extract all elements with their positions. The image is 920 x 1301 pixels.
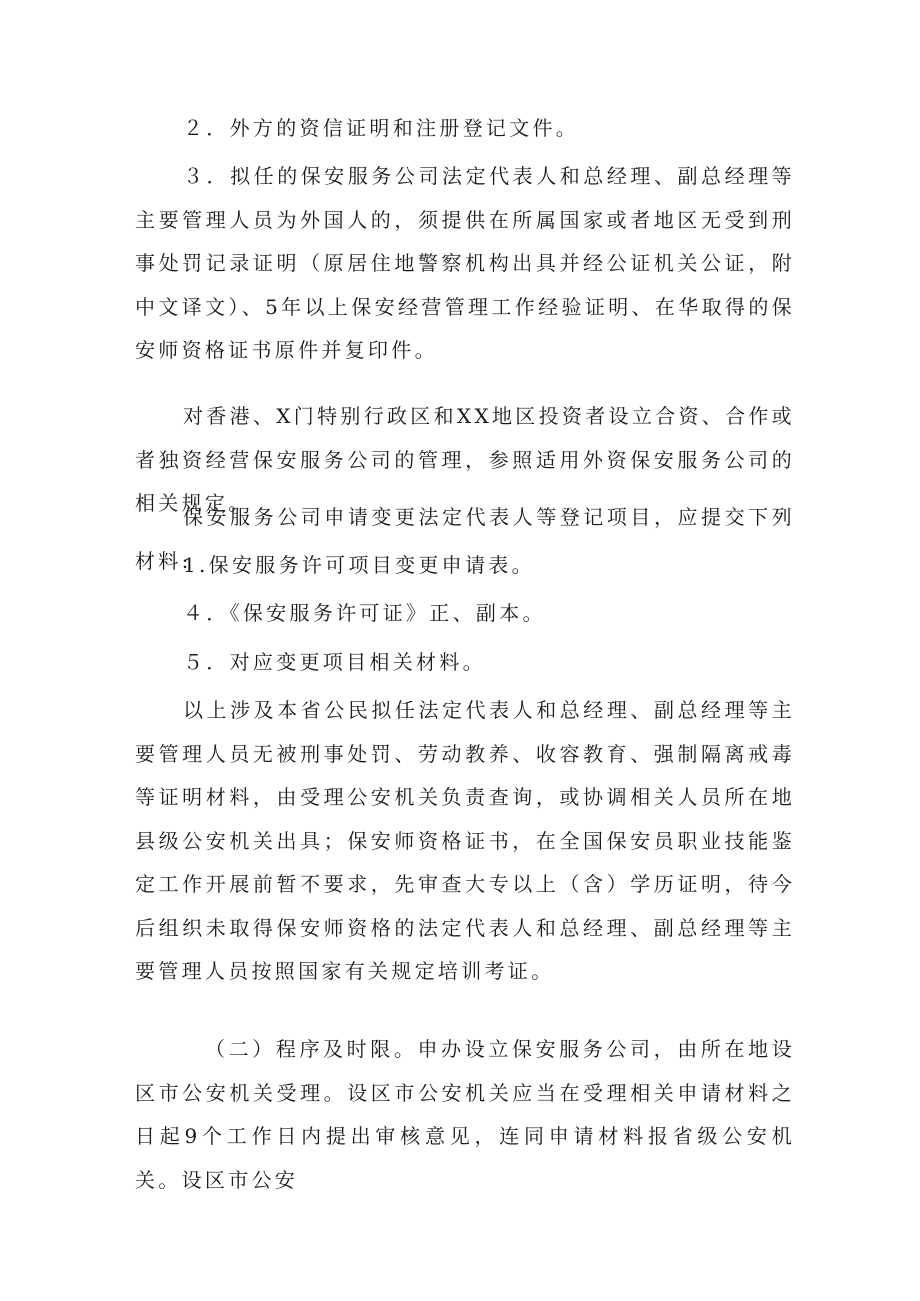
paragraph-procedure: （二）程序及时限。申办设立保安服务公司，由所在地设区市公安机关受理。设区市公安机关应当在受理相关申请材料之日起9个工作日内提出审核意见，连同申请材料报省级公安机关。设区市公安	[135, 1037, 795, 1192]
paragraph-item-3: ３．拟任的保安服务公司法定代表人和总经理、副总经理等主要管理人员为外国人的，须提供在所属国家或者地区无受到刑事处罚记录证明（原居住地警察机构出具并经公证机关公证，附中文译文）、5年以上保安经营管理工作经验证明、在华取得的保安师资格证书原件并复印件。	[135, 164, 795, 362]
paragraph-change-registration: 保安服务公司申请变更法定代表人等登记项目，应提交下列材料:	[135, 505, 795, 573]
paragraph-item-2: ２．外方的资信证明和注册登记文件。	[183, 116, 580, 140]
paragraph-hk-macau: 对香港、X门特别行政区和XX地区投资者设立合资、合作或者独资经营保安服务公司的管理，参照适用外资保安服务公司的相关规定。	[135, 404, 795, 515]
paragraph-item-4: ４．《保安服务许可证》正、副本。	[183, 601, 546, 625]
paragraph-proof-materials: 以上涉及本省公民拟任法定代表人和总经理、副总经理等主要管理人员无被刑事处罚、劳动教养、收容教育、强制隔离戒毒等证明材料，由受理公安机关负责查询，或协调相关人员所在地县级公安机关出具；保安师资格证书，在全国保安员职业技能鉴定工作开展前暂不要求，先审查大专以上（含）学历证明，待今后组织未取得保安师资格的法定代表人和总经理、副总经理等主要管理人员按照国家有关规定培训考证。	[135, 698, 795, 983]
paragraph-item-1: 1.保安服务许可项目变更申请表。	[183, 553, 535, 577]
paragraph-item-5: ５．对应变更项目相关材料。	[183, 650, 486, 674]
